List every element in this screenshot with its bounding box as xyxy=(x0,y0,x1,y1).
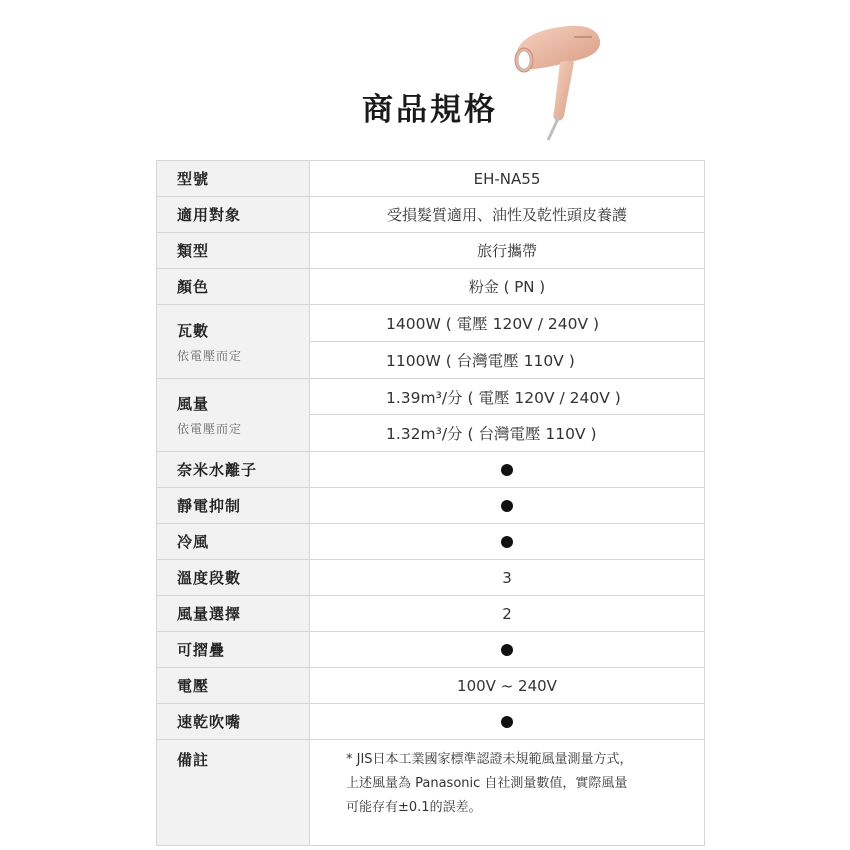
table-row xyxy=(157,452,705,488)
filled-dot-icon xyxy=(501,500,513,512)
spec-table xyxy=(156,160,705,846)
note-line: 上述風量為 Panasonic 自社測量數值，實際風量 xyxy=(346,776,628,791)
row-label-target: 適用對象 xyxy=(157,197,310,233)
row-value-type: 旅行攜帶 xyxy=(310,233,705,269)
row-label-voltage: 電壓 xyxy=(157,668,310,704)
table-row xyxy=(157,269,705,305)
filled-dot-icon xyxy=(501,464,513,476)
row-value-model: EH-NA55 xyxy=(310,161,705,197)
table-row xyxy=(157,488,705,524)
row-label-nozzle: 速乾吹嘴 xyxy=(157,704,310,740)
hair-dryer-icon xyxy=(508,18,608,143)
row-value-power-1: 1400W ( 電壓 120V / 240V ) xyxy=(310,305,705,342)
row-value-nozzle xyxy=(310,704,705,740)
row-value-color: 粉金 ( PN ) xyxy=(310,269,705,305)
row-value-airflow-2: 1.32m³/分 ( 台灣電壓 110V ) xyxy=(310,415,705,452)
row-value-cool xyxy=(310,524,705,560)
row-value-foldable xyxy=(310,632,705,668)
row-label-airspeed: 風量選擇 xyxy=(157,596,310,632)
filled-dot-icon xyxy=(501,644,513,656)
table-row xyxy=(157,305,705,342)
row-value-voltage: 100V ~ 240V xyxy=(310,668,705,704)
table-row xyxy=(157,668,705,704)
row-value-antistatic xyxy=(310,488,705,524)
row-label-temp: 溫度段數 xyxy=(157,560,310,596)
page-title: 商品規格 xyxy=(362,92,498,128)
note-line: 可能存有±0.1的誤差。 xyxy=(346,800,482,815)
filled-dot-icon xyxy=(501,716,513,728)
table-row xyxy=(157,560,705,596)
row-label-airflow xyxy=(157,379,310,452)
note-line: * JIS日本工業國家標準認證未規範風量測量方式， xyxy=(346,752,633,767)
table-row xyxy=(157,197,705,233)
table-row xyxy=(157,704,705,740)
table-row xyxy=(157,379,705,415)
row-label-model: 型號 xyxy=(157,161,310,197)
table-row xyxy=(157,524,705,560)
row-label-foldable: 可摺疊 xyxy=(157,632,310,668)
table-row xyxy=(157,161,705,197)
row-label-antistatic: 靜電抑制 xyxy=(157,488,310,524)
row-value-target: 受損髮質適用、油性及乾性頭皮養護 xyxy=(310,197,705,233)
row-label-power xyxy=(157,305,310,379)
airflow-label: 風量 xyxy=(177,395,210,413)
row-value-temp: 3 xyxy=(310,560,705,596)
row-label-nanoe: 奈米水離子 xyxy=(157,452,310,488)
filled-dot-icon xyxy=(501,536,513,548)
row-value-power-2: 1100W ( 台灣電壓 110V ) xyxy=(310,342,705,379)
table-row xyxy=(157,233,705,269)
row-label-note: 備註 xyxy=(157,740,310,846)
table-row xyxy=(157,632,705,668)
row-value-airflow-1: 1.39m³/分 ( 電壓 120V / 240V ) xyxy=(310,379,705,415)
power-sub: 依電壓而定 xyxy=(177,348,243,363)
airflow-sub: 依電壓而定 xyxy=(177,422,243,436)
row-label-type: 類型 xyxy=(157,233,310,269)
power-label: 瓦數 xyxy=(177,321,210,340)
row-value-nanoe xyxy=(310,452,705,488)
row-value-note xyxy=(310,740,705,846)
row-label-cool: 冷風 xyxy=(157,524,310,560)
table-row xyxy=(157,740,705,846)
row-label-color: 顏色 xyxy=(157,269,310,305)
row-value-airspeed: 2 xyxy=(310,596,705,632)
table-row xyxy=(157,596,705,632)
